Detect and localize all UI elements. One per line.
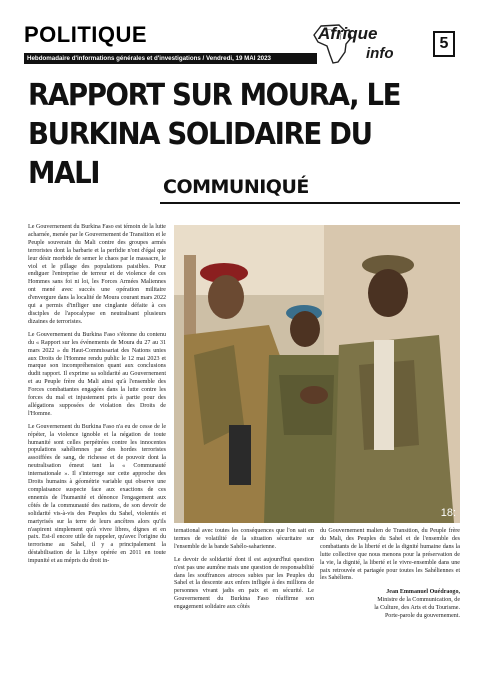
article-headline: RAPPORT SUR MOURA, LE BURKINA SOLIDAIRE DU MALI [28, 78, 401, 191]
paragraph: ternational avec toutes les conséquences que l'on sait en termes de volatilité de la situation sécuritaire sur l'ensemble de la bande Sahélo-saharienne. [174, 528, 314, 550]
logo-word-info: info [366, 45, 394, 62]
photo-overlay-text: 18: [440, 507, 456, 519]
signature-block [320, 589, 460, 621]
article-column-2 [174, 528, 314, 617]
photo-military-leaders-handshake [174, 225, 460, 523]
page-number: 5 [433, 31, 455, 57]
signature-title: Porte-parole du gouvernement. [384, 613, 460, 620]
article-column-1 [28, 224, 166, 571]
paragraph: du Gouvernement malien de Transition, du Peuple frère du Mali, des Peuples du Sahel et de l'ensemble des combattants de la liberté et de la dignité humaine dans la lutte collective que nous menons pour la préservation de la vie, la dignité, la liberté et le vivre-ensemble dans une paix retrouvée et partagée pour toutes les Sahéliennes et les Sahéliens. [320, 528, 460, 582]
signature-title: la Culture, des Arts et du Tourisme. [374, 605, 460, 612]
paragraph: Le devoir de solidarité dont il est aujourd'hui question n'est pas une aumône mais une question de responsabilité dans les souffrances atroces subies par les Peuples du Sahel et la descente aux enfers infligée à des millions de personnes vivant jadis en paix et en sécurité. Le Gouvernement du Burkina Faso réaffirme son engagement solidaire aux côtés [174, 556, 314, 611]
paragraph: Le Gouvernement du Burkina Faso s'étonne du contenu du « Rapport sur les événements de Moura du 27 au 31 mars 2022 » du Haut-Commissariat des Nations unies aux Droits de l'Homme rendu public le 12 mai 2023 et marque son incompréhension quant aux conclusions dudit rapport. Il exprime sa solidarité au Gouvernement et au Peuple frère du Mali ainsi qu'à l'ensemble des Forces combattantes engagées dans la lutte contre les forces du mal et injustement pris à partie pour des allégations supposées de violation des Droits de l'Homme. [28, 331, 166, 417]
paragraph: Le Gouvernement du Burkina Faso n'a eu de cesse de le répéter, la violence ignoble et la négation de toute humanité sont celles perpétrées contre les innocentes populations sahéliennes par des hordes terroristes assoiffées de sang, de richesse et de pouvoir dont la neutralisation émeut tant la « Communauté internationale ». Il s'interroge sur cette approche des Droits humains à géométrie variable qui observe une complaisance suspecte face aux exactions de ces ennemis de l'humanité et dénonce l'engagement aux côtés de la communauté des nations, de son devoir de solidarité vis-à-vis des Peuples du Sahel, violentés et martyrisés sur la terre de leurs ancêtres alors qu'ils n'aspirent simplement qu'à vivre libres, dignes et en paix. Est-il encore utile de rappeler, qu'avec l'origine du terrorisme au Sahel, il y a principalement la déstabilisation de la Libye opérée en 2011 en toute impunité et au mépris du droit in- [28, 423, 166, 565]
logo-word-afrique: Afrique [318, 24, 378, 43]
article-photo [174, 225, 460, 523]
section-title: POLITIQUE [24, 22, 148, 47]
signature-title: Ministre de la Communication, de [377, 597, 460, 604]
signature-name: Jean Emmanuel Ouédraogo, [386, 589, 460, 596]
article-kicker: COMMUNIQUÉ [163, 176, 309, 198]
paragraph: Le Gouvernement du Burkina Faso est témoin de la lutte acharnée, menée par le Gouvernement de Transition et le Peuple souverain du Mali contre des groupes armés terroristes dont la barbarie et la perfidie n'ont d'égal que leur désir morbide de semer le chaos par le massacre, le viol et le pillage des populations paisibles. Pour endiguer l'entreprise de terreur et de violence de ces Hommes sans foi ni loi, les Forces Armées Maliennes ont mené avec succès une opération militaire d'envergure dans la localité de Moura courant mars 2022 qui a permis d'infliger une cinglante défaite à ces disciples de l'apocalypse en neutralisant plusieurs dizaines de terroristes. [28, 224, 166, 325]
kicker-underline [160, 202, 460, 204]
article-column-3 [320, 528, 460, 621]
publication-subtitle: Hebdomadaire d'informations générales et d'investigations / Vendredi, 19 MAI 2023 [24, 53, 317, 64]
